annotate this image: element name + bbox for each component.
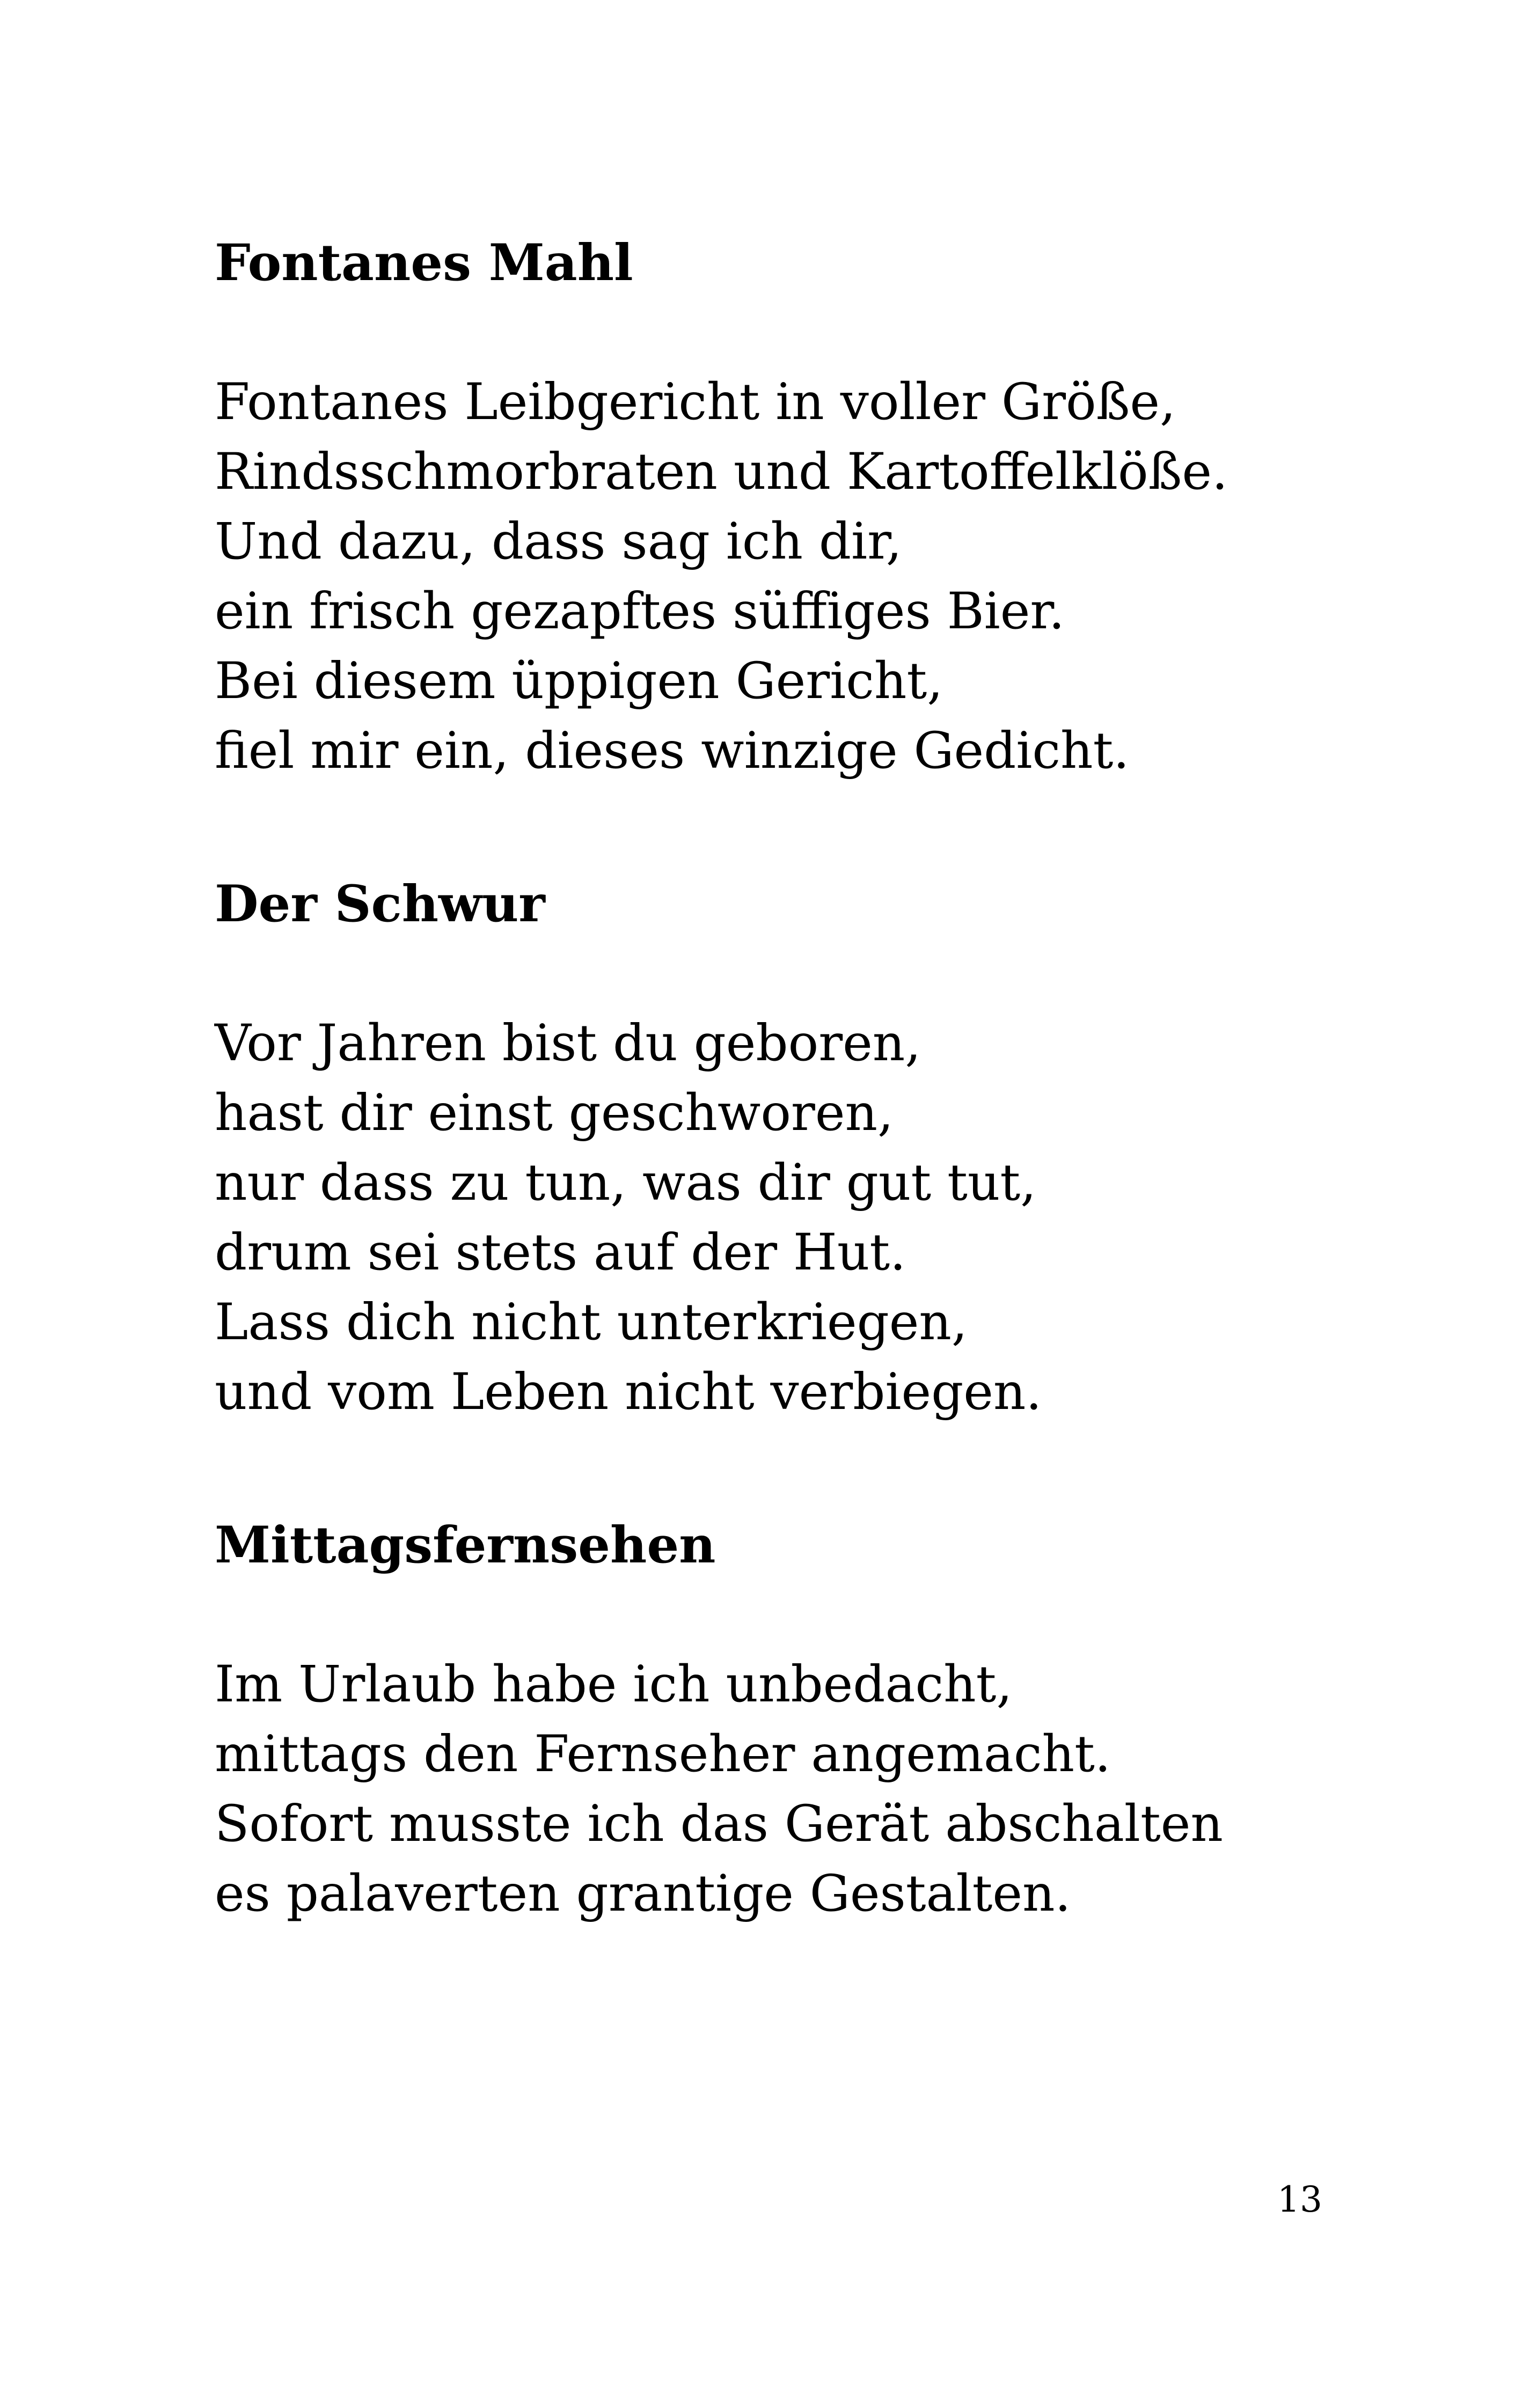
poem-title: Mittagsfernsehen (215, 1516, 716, 1575)
poem-line: und vom Leben nicht verbiegen. (215, 1363, 1042, 1421)
poem-line: fiel mir ein, dieses winzige Gedicht. (215, 722, 1130, 780)
poem-stanza (215, 1650, 1342, 1929)
poem-line: Bei diesem üppigen Gericht, (215, 652, 943, 710)
poem-line: Sofort musste ich das Gerät abschalten (215, 1795, 1223, 1853)
poem-line: ein frisch gezapftes süffiges Bier. (215, 582, 1065, 641)
poem-title: Fontanes Mahl (215, 233, 633, 292)
poem-line: Rindsschmorbraten und Kartoffelklöße. (215, 443, 1228, 501)
poem-line: Fontanes Leibgericht in voller Größe, (215, 373, 1176, 431)
poem-fontanes-mahl (215, 225, 1342, 786)
poem-line: mittags den Fernseher angemacht. (215, 1725, 1111, 1783)
poem-line: Lass dich nicht unterkriegen, (215, 1293, 968, 1352)
poem-title: Der Schwur (215, 875, 545, 934)
poem-mittagsfernsehen (215, 1508, 1342, 1929)
poem-line: hast dir einst geschworen, (215, 1084, 894, 1142)
poem-line: nur dass zu tun, was dir gut tut, (215, 1154, 1037, 1212)
poem-der-schwur (215, 867, 1342, 1427)
poem-stanza (215, 1009, 1342, 1427)
page-content (215, 225, 1342, 1929)
poem-line: drum sei stets auf der Hut. (215, 1223, 906, 1282)
poem-line: Vor Jahren bist du geboren, (215, 1014, 921, 1073)
poem-line: es palaverten grantige Gestalten. (215, 1864, 1071, 1923)
page-number: 13 (1277, 2179, 1322, 2220)
poem-line: Im Urlaub habe ich unbedacht, (215, 1655, 1013, 1714)
poem-line: Und dazu, dass sag ich dir, (215, 512, 902, 571)
poem-stanza (215, 368, 1342, 786)
